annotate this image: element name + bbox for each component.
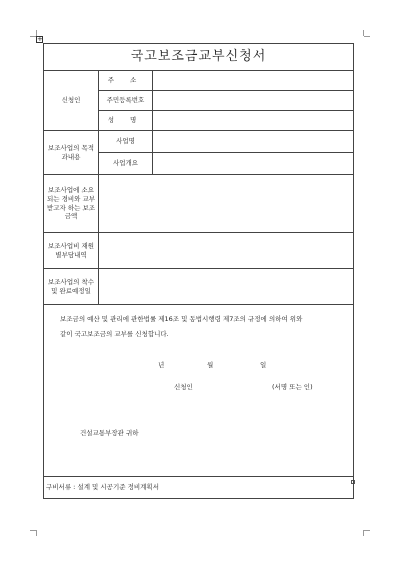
subsidy-amount-field[interactable] (99, 175, 354, 233)
attachments-note: 구비서류 : 설계 및 시공기준 정비계획서 (44, 477, 354, 499)
burden-breakdown-field[interactable] (99, 233, 354, 269)
project-name-label: 사업명 (99, 131, 153, 153)
project-summary-label: 사업개요 (99, 153, 153, 175)
name-label: 성 명 (99, 111, 153, 131)
date-month: 월 (207, 361, 214, 369)
address-label: 주 소 (99, 71, 153, 91)
recipient: 건설교통부장관 귀하 (80, 429, 139, 437)
signature-note: (서명 또는 인) (272, 383, 313, 391)
statement-line-1: 보조금의 예산 및 관리에 관한법률 제16조 및 동법시행령 제7조의 규정에 의하여 위와 (60, 315, 303, 323)
project-name-field[interactable] (153, 131, 354, 153)
date-day: 일 (260, 361, 267, 369)
applicant-label: 신청인 (44, 71, 99, 131)
crop-mark (364, 36, 370, 37)
burden-breakdown-label: 보조사업비 재원별부담내역 (44, 233, 99, 269)
resident-number-label: 주민등록번호 (99, 91, 153, 111)
subsidy-amount-label: 보조사업에 소요되는 경비와 교부받고자 하는 보조금액 (44, 175, 99, 233)
form-title: 국고보조금교부신청서 (44, 44, 354, 71)
purpose-label: 보조사업의 목적과내용 (44, 131, 99, 175)
date-year: 년 (158, 361, 165, 369)
resident-number-field[interactable] (153, 91, 354, 111)
schedule-label: 보조사업의 착수 및 완료예정일 (44, 269, 99, 305)
subsidy-application-form (43, 43, 354, 499)
table-move-handle-icon[interactable]: + (37, 35, 43, 43)
name-field[interactable] (153, 111, 354, 131)
schedule-field[interactable] (99, 269, 354, 305)
signer-label: 신청인 (174, 383, 193, 391)
crop-mark (30, 530, 36, 531)
statement-section (44, 305, 354, 477)
project-summary-field[interactable] (153, 153, 354, 175)
crop-mark (364, 530, 370, 531)
statement-line-2: 같이 국고보조금의 교부를 신청합니다. (60, 330, 169, 338)
crop-mark (36, 530, 37, 536)
address-field[interactable] (153, 71, 354, 91)
